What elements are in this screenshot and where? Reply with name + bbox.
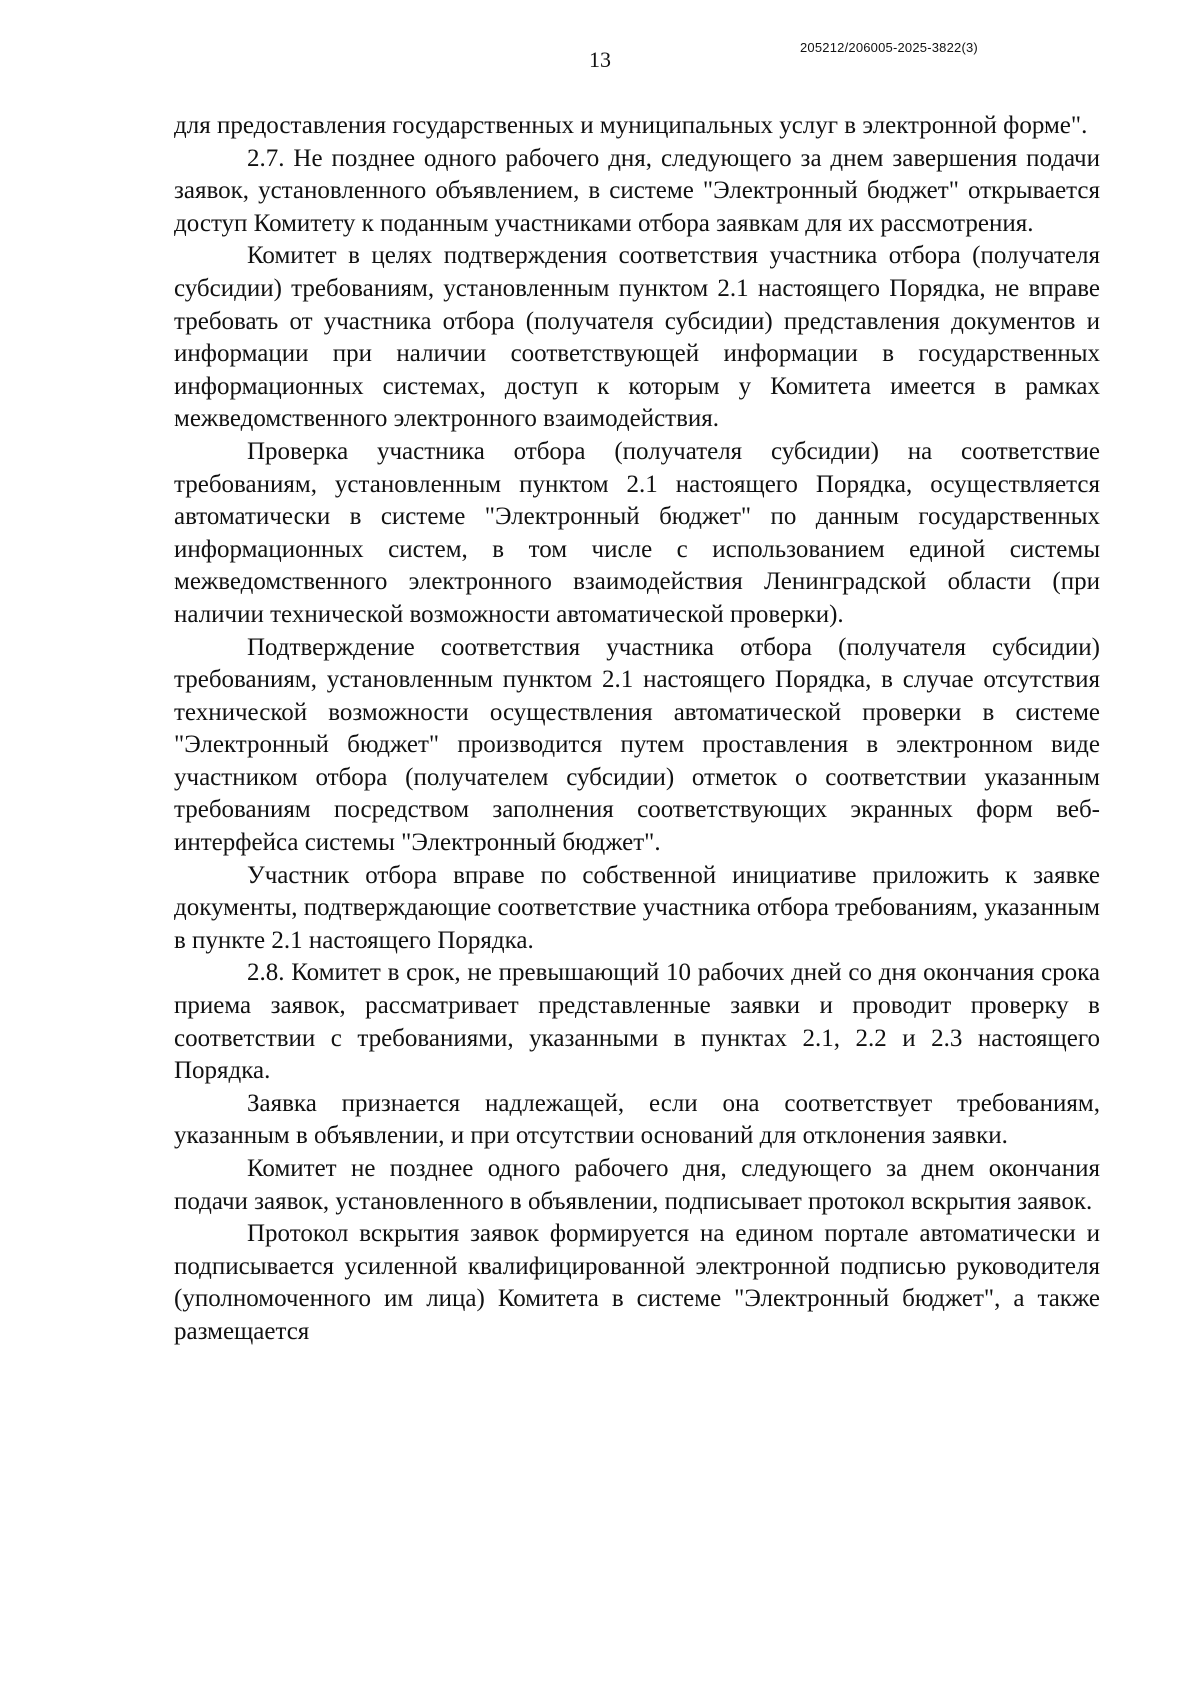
paragraph: Участник отбора вправе по собственной инициативе приложить к заявке документы, подтверждающие соответствие участника отбора требованиям, указанным в пункте 2.1 настоящего Порядка. [174,861,1100,954]
paragraph: Комитет не позднее одного рабочего дня, следующего за днем окончания подачи заявок, установленного в объявлении, подписывает протокол вскрытия заявок. [174,1155,1100,1215]
paragraph: Подтверждение соответствия участника отбора (получателя субсидии) требованиям, установленным пунктом 2.1 настоящего Порядка, в случае отсутствия технической возможности осуществления автоматической проверки в системе "Электронный бюджет" производится путем проставления в электронном виде участником отбора (получателем субсидии) отметок о соответствии указанным требованиям посредством заполнения соответствующих экранных форм веб-интерфейса системы "Электронный бюджет". [174,633,1100,857]
page-number: 13 [589,47,611,72]
document-code: 205212/206005-2025-3822(3) [800,40,978,55]
paragraph: для предоставления государственных и муниципальных услуг в электронной форме". [174,112,1088,139]
paragraph: 2.7. Не позднее одного рабочего дня, следующего за днем завершения подачи заявок, установленного объявлением, в системе "Электронный бюджет" открывается доступ Комитету к поданным участниками отбора заявкам для их рассмотрения. [174,144,1100,237]
paragraph: Проверка участника отбора (получателя субсидии) на соответствие требованиям, установленным пунктом 2.1 настоящего Порядка, осуществляется автоматически в системе "Электронный бюджет" по данным государственных информационных систем, в том числе с использованием единой системы межведомственного электронного взаимодействия Ленинградской области (при наличии технической возможности автоматической проверки). [174,437,1100,628]
paragraph: Комитет в целях подтверждения соответствия участника отбора (получателя субсидии) требованиям, установленным пунктом 2.1 настоящего Порядка, не вправе требовать от участника отбора (получателя субсидии) представления документов и информации при наличии соответствующей информации в государственных информационных системах, доступ к которым у Комитета имеется в рамках межведомственного электронного взаимодействия. [174,242,1100,433]
paragraph: Протокол вскрытия заявок формируется на едином портале автоматически и подписывается усиленной квалифицированной электронной подписью руководителя (уполномоченного им лица) Комитета в системе "Электронный бюджет", а также размещается [174,1220,1100,1345]
document-body [174,110,1100,1349]
paragraph: 2.8. Комитет в срок, не превышающий 10 рабочих дней со дня окончания срока приема заявок, рассматривает представленные заявки и проводит проверку в соответствии с требованиями, указанными в пунктах 2.1, 2.2 и 2.3 настоящего Порядка. [174,959,1100,1085]
paragraph: Заявка признается надлежащей, если она соответствует требованиям, указанным в объявлении, и при отсутствии оснований для отклонения заявки. [174,1089,1100,1150]
